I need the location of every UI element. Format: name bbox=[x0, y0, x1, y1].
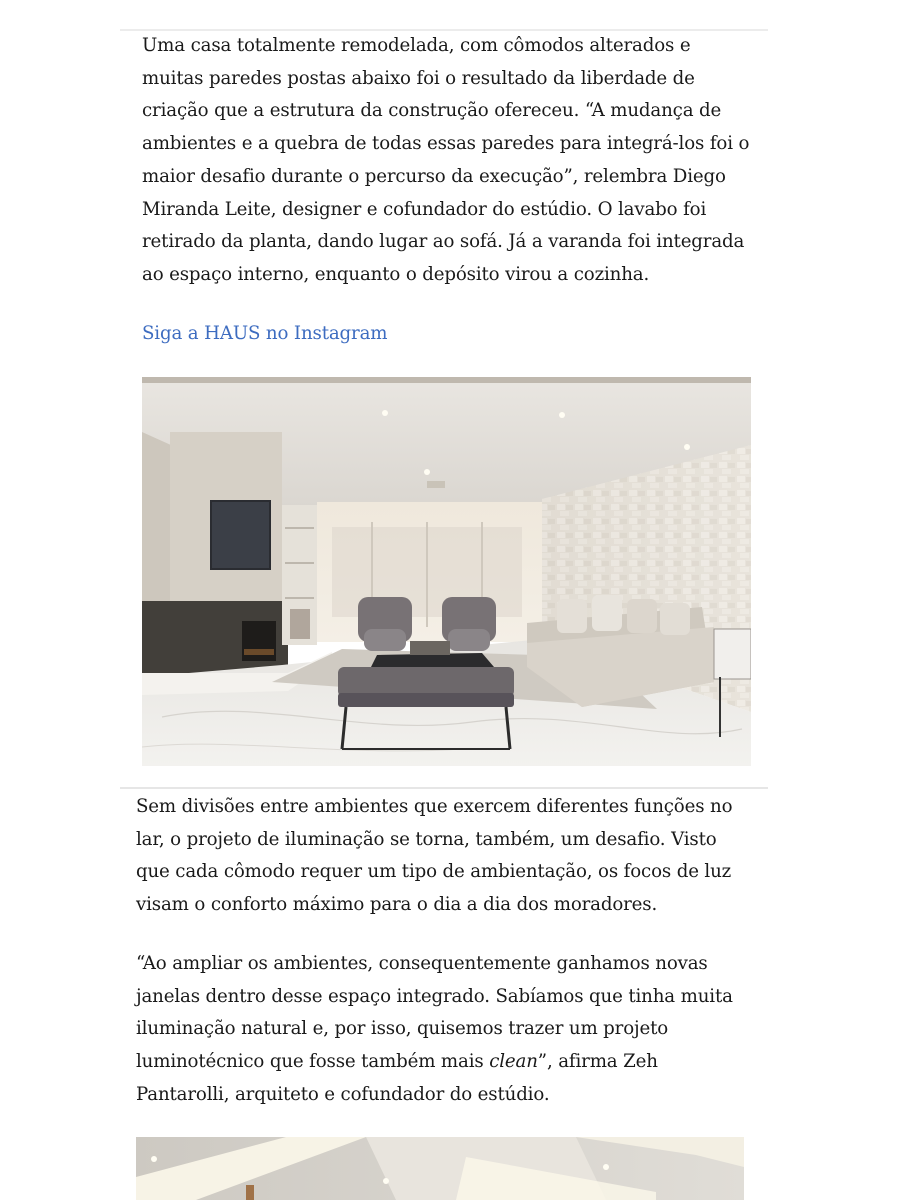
article-quote-paragraph bbox=[136, 948, 748, 1112]
quote-text-end: ”, afirma Zeh Pantarolli, arquiteto e cofundador do estúdio. bbox=[136, 1051, 658, 1105]
instagram-link[interactable]: Siga a HAUS no Instagram bbox=[142, 323, 388, 344]
quote-text-start: “Ao ampliar os ambientes, consequentemente ganhamos novas janelas dentro desse espaço integrado. Sabíamos que tinha muita iluminação natural e, por isso, quisemos trazer um projeto luminotécnico que fosse também mais bbox=[136, 953, 733, 1073]
article-paragraph: Sem divisões entre ambientes que exercem diferentes funções no lar, o projeto de iluminação se torna, também, um desafio. Visto que cada cômodo requer um tipo de ambientação, os focos de luz visam o conforto máximo para o dia a dia dos moradores. bbox=[136, 796, 733, 916]
section-divider bbox=[120, 787, 768, 789]
quote-emphasis: clean bbox=[489, 1051, 538, 1073]
ceiling-lighting-photo bbox=[136, 1137, 744, 1200]
living-room-photo bbox=[142, 377, 751, 766]
article-paragraph: Uma casa totalmente remodelada, com cômodos alterados e muitas paredes postas abaixo foi o resultado da liberdade de criação que a estrutura da construção ofereceu. “A mudança de ambientes e a quebra de todas essas paredes para integrá-los foi o maior desafio durante o percurso da execução”, relembra Diego Miranda Leite, designer e cofundador do estúdio. O lavabo foi retirado da planta, dando lugar ao sofá. Já a varanda foi integrada ao espaço interno, enquanto o depósito virou a cozinha. bbox=[142, 35, 750, 285]
